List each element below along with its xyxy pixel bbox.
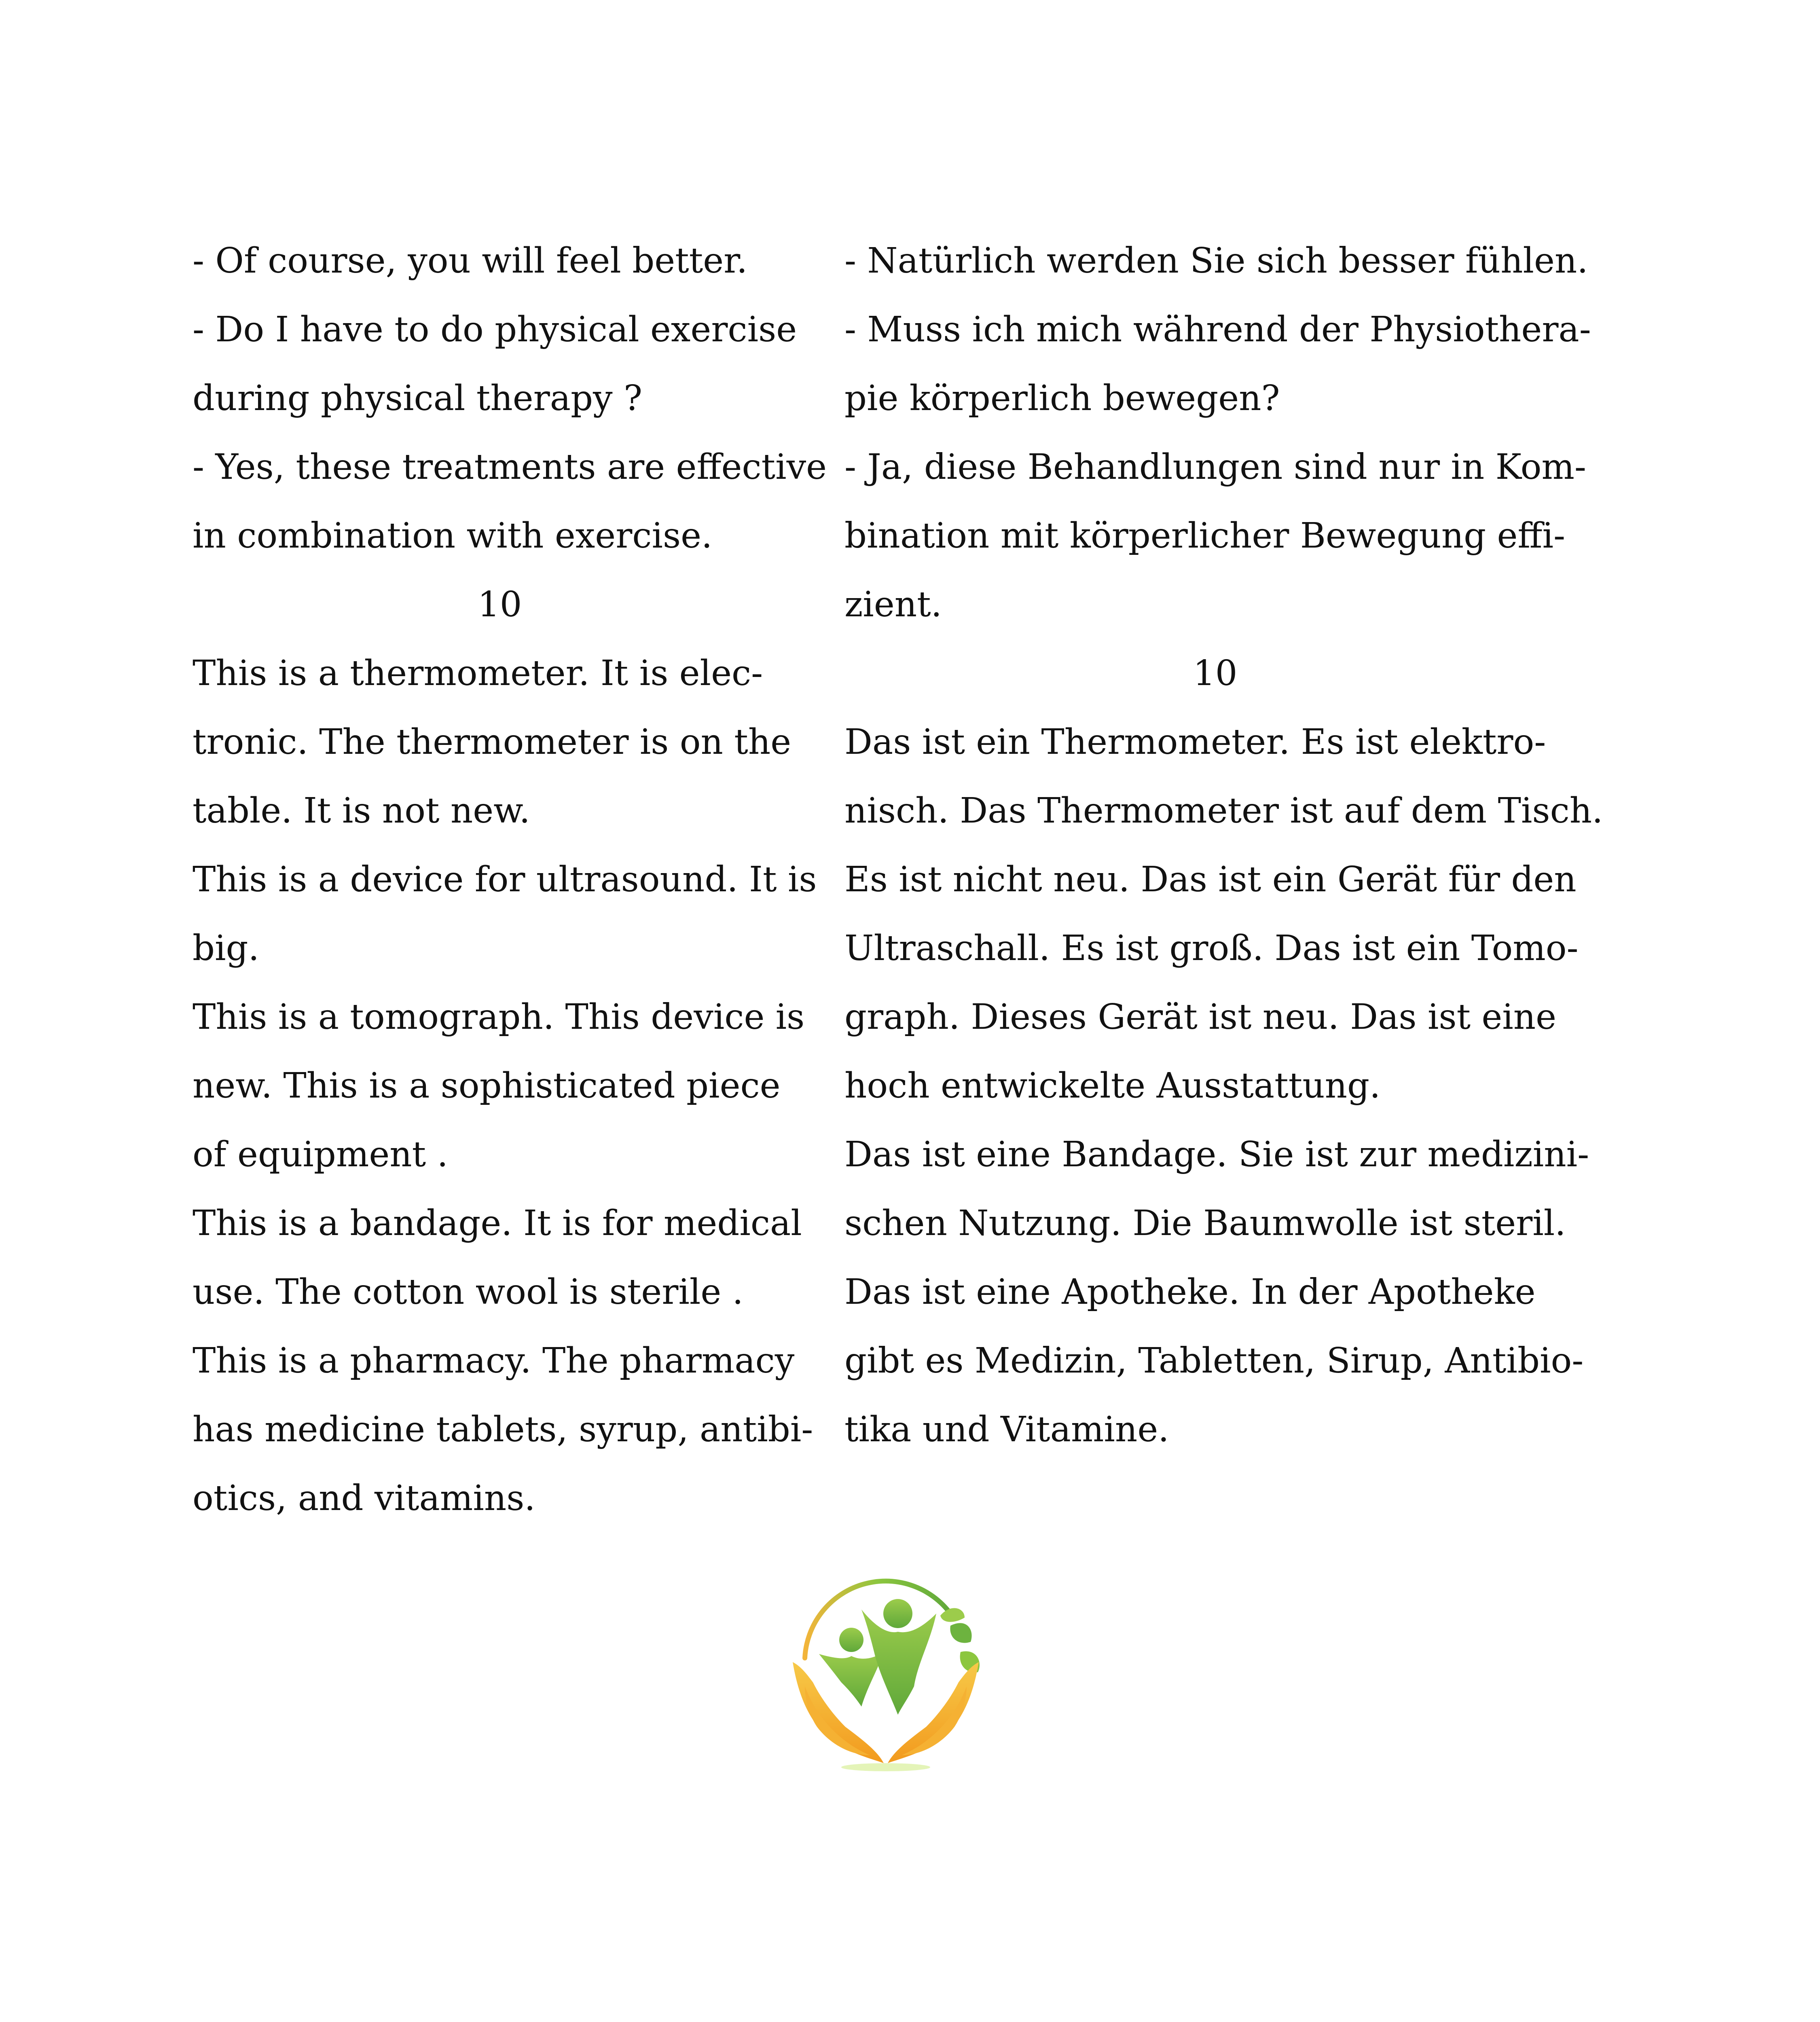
- text-line: use. The cotton wool is sterile .: [193, 1272, 743, 1312]
- text-line: This is a pharmacy. The pharmacy: [193, 1341, 795, 1381]
- text-line: Es ist nicht neu. Das ist ein Gerät für den: [844, 859, 1577, 900]
- text-line: gibt es Medizin, Tabletten, Sirup, Antibio-: [844, 1341, 1584, 1381]
- text-line: This is a bandage. It is for medical: [193, 1203, 802, 1244]
- text-line: tika und Vitamine.: [844, 1409, 1169, 1450]
- english-text-column: [193, 226, 827, 1533]
- text-line: nisch. Das Thermometer ist auf dem Tisch.: [844, 791, 1603, 831]
- text-line: - Natürlich werden Sie sich besser fühlen.: [844, 241, 1588, 281]
- text-line: hoch entwickelte Ausstattung.: [844, 1066, 1381, 1106]
- text-line: bination mit körperlicher Bewegung effi-: [844, 516, 1566, 556]
- text-line: table. It is not new.: [193, 791, 530, 831]
- text-line: - Muss ich mich während der Physiothera-: [844, 309, 1591, 350]
- section-number: 10: [1193, 653, 1238, 694]
- german-text-column: [844, 226, 1613, 1464]
- text-line: This is a device for ultrasound. It is: [193, 859, 817, 900]
- text-line: This is a tomograph. This device is: [193, 997, 805, 1037]
- text-line: of equipment .: [193, 1134, 448, 1175]
- text-line: Ultraschall. Es ist groß. Das ist ein Tomo-: [844, 928, 1579, 969]
- text-line: new. This is a sophisticated piece: [193, 1066, 781, 1106]
- text-line: - Yes, these treatments are effective: [193, 447, 827, 487]
- section-number: 10: [478, 584, 522, 625]
- text-line: big.: [193, 928, 259, 969]
- text-line: schen Nutzung. Die Baumwolle ist steril.: [844, 1203, 1566, 1244]
- text-line: pie körperlich bewegen?: [844, 378, 1280, 419]
- text-line: has medicine tablets, syrup, antibi-: [193, 1409, 813, 1450]
- text-line: - Of course, you will feel better.: [193, 241, 748, 281]
- text-line: - Ja, diese Behandlungen sind nur in Kom-: [844, 447, 1586, 487]
- text-line: Das ist eine Apotheke. In der Apotheke: [844, 1272, 1536, 1312]
- text-line: Das ist eine Bandage. Sie ist zur medizini-: [844, 1134, 1589, 1175]
- text-line: zient.: [844, 584, 942, 625]
- text-line: otics, and vitamins.: [193, 1478, 535, 1519]
- text-line: tronic. The thermometer is on the: [193, 722, 791, 762]
- text-line: This is a thermometer. It is elec-: [193, 653, 763, 694]
- health-care-logo-icon: [781, 1565, 991, 1775]
- text-line: during physical therapy ?: [193, 378, 643, 419]
- text-line: Das ist ein Thermometer. Es ist elektro-: [844, 722, 1546, 762]
- text-line: in combination with exercise.: [193, 516, 713, 556]
- text-line: graph. Dieses Gerät ist neu. Das ist eine: [844, 997, 1557, 1037]
- text-line: - Do I have to do physical exercise: [193, 309, 797, 350]
